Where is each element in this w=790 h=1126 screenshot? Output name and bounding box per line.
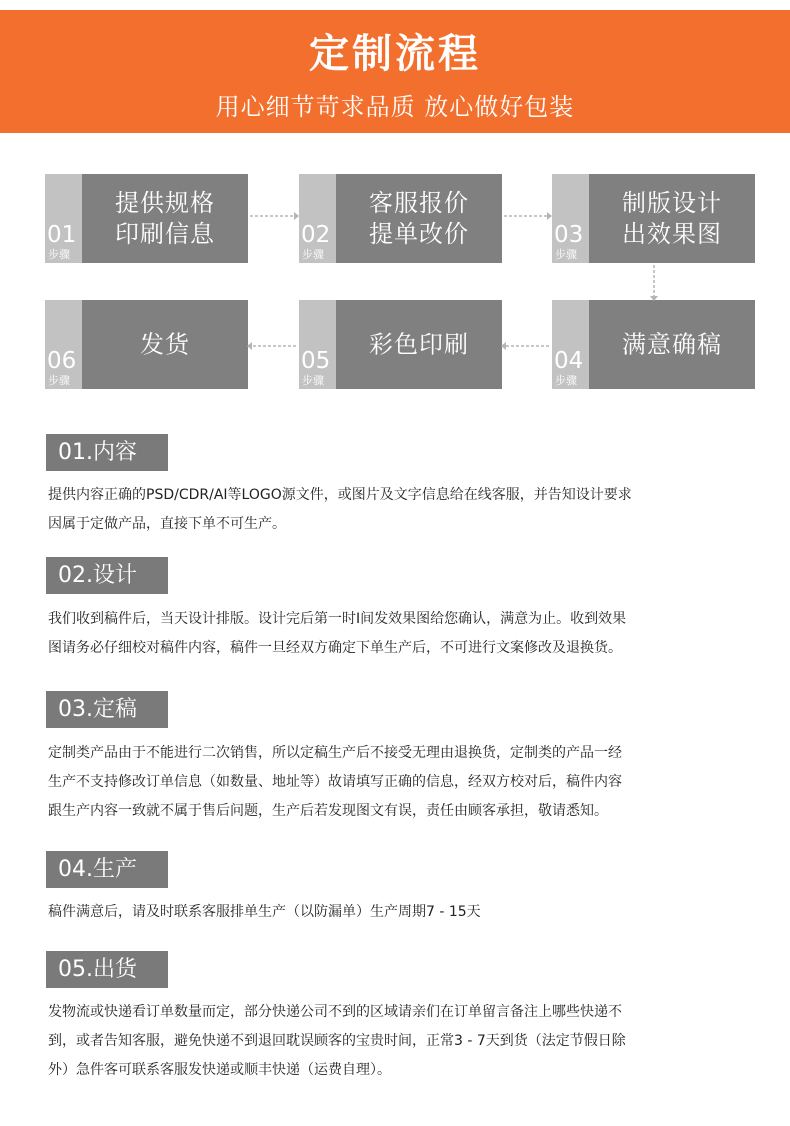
step-caption: 步骤 xyxy=(555,248,577,261)
flow-arrows xyxy=(0,0,790,400)
step-number: 03 xyxy=(554,222,584,248)
section-title-design: 02.设计 xyxy=(46,557,168,594)
section-text-content: 提供内容正确的PSD/CDR/AI等LOGO源文件，或图片及文字信息给在线客服，并告知设计要求 因属于定做产品，直接下单不可生产。 xyxy=(48,487,632,532)
section-text-final: 定制类产品由于不能进行二次销售，所以定稿生产后不接受无理由退换货，定制类的产品一经 生产不支持修改订单信息（如数量、地址等）故请填写正确的信息，经双方校对后，稿件内容 跟生产内容一致就不属于售后问题，生产后若发现图文有误，责任由顾客承担，敬请悉知。 xyxy=(48,745,622,819)
step-caption: 步骤 xyxy=(555,374,577,387)
step-caption: 步骤 xyxy=(48,248,70,261)
step-label-line1: 发货 xyxy=(140,330,190,358)
page-subtitle: 用心细节苛求品质 放心做好包装 xyxy=(215,93,575,121)
step-caption: 步骤 xyxy=(302,374,324,387)
step-label-line1: 客服报价 xyxy=(369,188,469,217)
step-caption: 步骤 xyxy=(48,374,70,387)
section-text-design: 我们收到稿件后，当天设计排版。设计完后第一时I间发效果图给您确认，满意为止。收到效果 图请务必仔细校对稿件内容，稿件一旦经双方确定下单生产后，不可进行文案修改及退换货。 xyxy=(48,611,627,656)
step-number: 04 xyxy=(554,348,584,374)
step-label-line2: 出效果图 xyxy=(622,219,722,248)
section-title-shipping: 05.出货 xyxy=(46,951,168,988)
step-number: 05 xyxy=(301,348,331,374)
step-number: 02 xyxy=(301,222,331,248)
step-label-line2: 提单改价 xyxy=(369,219,469,248)
step-label-line1: 制版设计 xyxy=(622,188,722,217)
step-label-line1: 满意确稿 xyxy=(622,330,722,358)
section-text-shipping: 发物流或快递看订单数量而定，部分快递公司不到的区域请亲们在订单留言备注上哪些快递不 到，或者告知客服，避免快递不到退回耽误顾客的宝贵时间，正常3 - 7天到货（法定节假日除 外）急件客可联系客服发快递或顺丰快递（运费自理）。 xyxy=(48,1004,626,1078)
step-number: 01 xyxy=(47,222,77,248)
step-caption: 步骤 xyxy=(302,248,324,261)
step-number: 06 xyxy=(47,348,77,374)
section-title-final: 03.定稿 xyxy=(46,691,168,728)
section-title-content: 01.内容 xyxy=(46,434,168,471)
step-label-line1: 提供规格 xyxy=(115,188,215,217)
step-label-line1: 彩色印刷 xyxy=(369,330,469,358)
page-title: 定制流程 xyxy=(309,31,481,77)
section-title-production: 04.生产 xyxy=(46,851,168,888)
step-label-line2: 印刷信息 xyxy=(115,219,215,248)
section-text-production: 稿件满意后，请及时联系客服排单生产（以防漏单）生产周期7 - 15天 xyxy=(48,904,481,920)
